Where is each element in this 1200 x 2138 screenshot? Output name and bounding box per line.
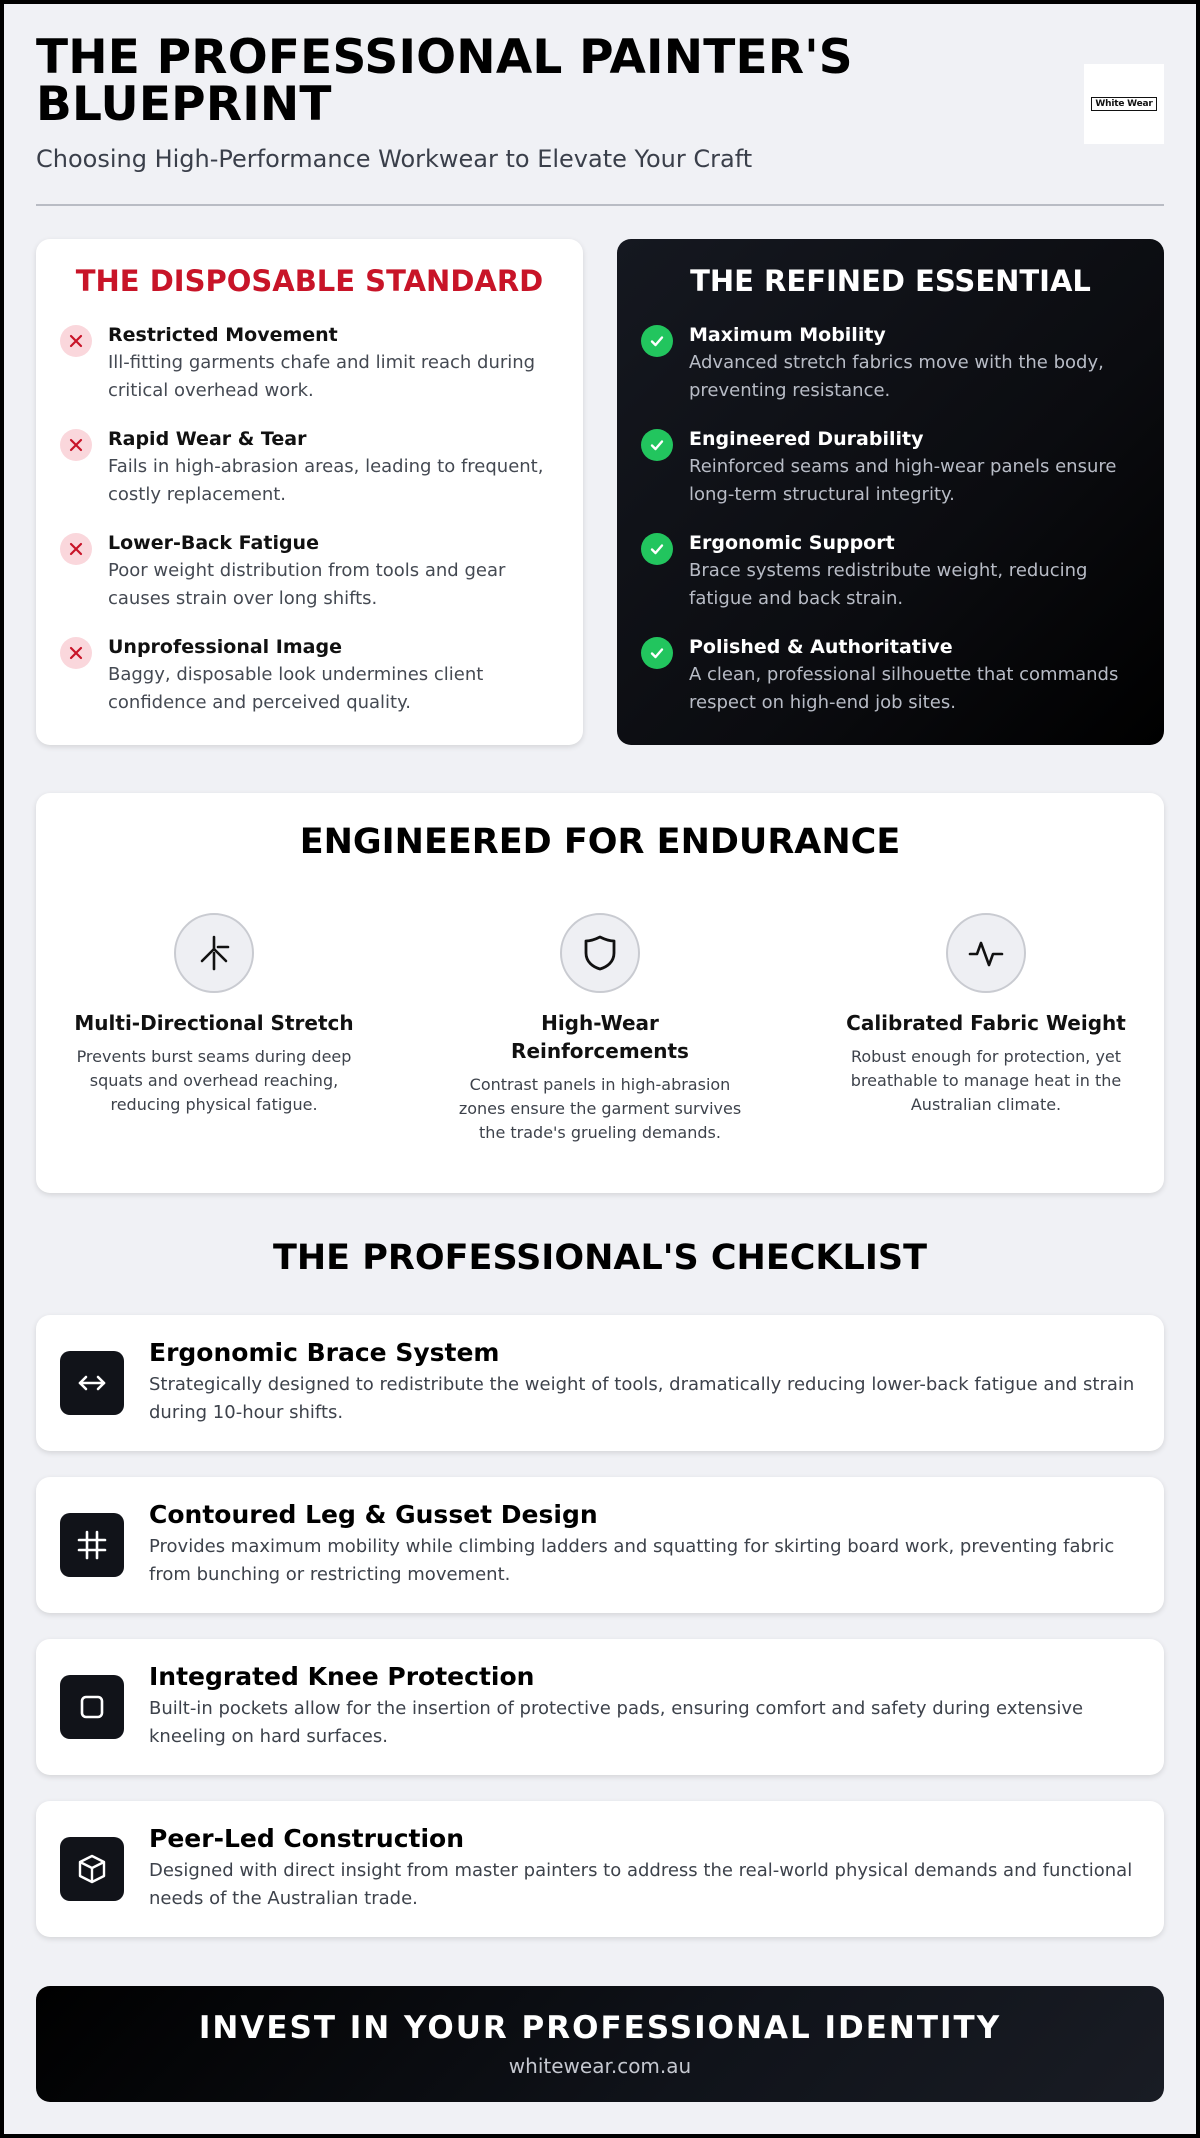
footer-cta bbox=[36, 1986, 1164, 2102]
header-divider bbox=[36, 204, 1164, 206]
feature-title: High-Wear Reinforcements bbox=[511, 1011, 689, 1063]
checklist-item-desc: Built-in pockets allow for the insertion of protective pads, ensuring comfort and safety during extensive kneeling on hard surfaces. bbox=[149, 1698, 1084, 1747]
header bbox=[36, 30, 1164, 204]
page-subtitle: Choosing High-Performance Workwear to Elevate Your Craft bbox=[36, 145, 753, 173]
comparison-item-title: Restricted Movement bbox=[108, 324, 338, 346]
checklist-item-title: Contoured Leg & Gusset Design bbox=[149, 1500, 598, 1529]
comparison-item-title: Ergonomic Support bbox=[689, 532, 895, 554]
x-icon bbox=[60, 429, 92, 461]
box-icon bbox=[60, 1837, 124, 1901]
section-title: ENGINEERED FOR ENDURANCE bbox=[299, 822, 901, 862]
x-icon bbox=[60, 637, 92, 669]
comparison-item-desc: Reinforced seams and high-wear panels ensure long-term structural integrity. bbox=[689, 456, 1117, 505]
comparison-section bbox=[36, 239, 1164, 745]
endurance-section bbox=[36, 793, 1164, 1193]
comparison-item-desc: A clean, professional silhouette that commands respect on high-end job sites. bbox=[689, 664, 1119, 713]
x-icon bbox=[60, 325, 92, 357]
comparison-item-title: Engineered Durability bbox=[689, 428, 924, 450]
checklist-item-desc: Designed with direct insight from master painters to address the real-world physical demands and functional needs of the Australian trade. bbox=[149, 1860, 1133, 1909]
feature-stretch bbox=[64, 913, 364, 1117]
check-icon bbox=[641, 637, 673, 669]
logo-text: White Wear bbox=[1091, 97, 1156, 111]
comparison-item-title: Polished & Authoritative bbox=[689, 636, 953, 658]
card-title: THE REFINED ESSENTIAL bbox=[690, 264, 1091, 298]
comparison-item-desc: Brace systems redistribute weight, reducing fatigue and back strain. bbox=[689, 560, 1088, 609]
activity-icon bbox=[946, 913, 1026, 993]
comparison-item-title: Rapid Wear & Tear bbox=[108, 428, 307, 450]
checklist-item bbox=[36, 1477, 1164, 1613]
checklist-item-desc: Provides maximum mobility while climbing ladders and squatting for skirting board work, preventing fabric from bunching or restricting movement. bbox=[149, 1536, 1115, 1585]
feature-reinforcements bbox=[450, 913, 750, 1145]
comparison-item bbox=[60, 427, 559, 531]
feature-desc: Contrast panels in high-abrasion zones ensure the garment survives the trade's grueling demands. bbox=[458, 1075, 742, 1142]
comparison-item bbox=[641, 427, 1140, 531]
hash-icon bbox=[60, 1513, 124, 1577]
checklist-item-title: Integrated Knee Protection bbox=[149, 1662, 535, 1691]
brand-logo[interactable] bbox=[1084, 64, 1164, 144]
checklist-item bbox=[36, 1639, 1164, 1775]
shield-icon bbox=[560, 913, 640, 993]
comparison-item-desc: Advanced stretch fabrics move with the body, preventing resistance. bbox=[689, 352, 1104, 401]
check-icon bbox=[641, 533, 673, 565]
checklist-item bbox=[36, 1315, 1164, 1451]
website-link[interactable]: whitewear.com.au bbox=[508, 2054, 692, 2078]
comparison-item-title: Maximum Mobility bbox=[689, 324, 886, 346]
comparison-item bbox=[641, 531, 1140, 635]
check-icon bbox=[641, 325, 673, 357]
comparison-item bbox=[60, 323, 559, 427]
x-icon bbox=[60, 533, 92, 565]
comparison-item bbox=[641, 323, 1140, 427]
comparison-item bbox=[60, 635, 559, 739]
comparison-item-desc: Baggy, disposable look undermines client confidence and perceived quality. bbox=[108, 664, 484, 713]
check-icon bbox=[641, 429, 673, 461]
feature-desc: Prevents burst seams during deep squats and overhead reaching, reducing physical fatigue. bbox=[76, 1047, 352, 1114]
stretch-icon bbox=[174, 913, 254, 993]
square-icon bbox=[60, 1675, 124, 1739]
checklist-item-desc: Strategically designed to redistribute the weight of tools, dramatically reducing lower-back fatigue and strain during 10-hour shifts. bbox=[149, 1374, 1135, 1423]
footer-title: INVEST IN YOUR PROFESSIONAL IDENTITY bbox=[198, 2010, 1002, 2046]
feature-title: Multi-Directional Stretch bbox=[74, 1011, 354, 1035]
refined-essential-card bbox=[617, 239, 1164, 745]
feature-fabric-weight bbox=[836, 913, 1136, 1117]
arrows-horizontal-icon bbox=[60, 1351, 124, 1415]
feature-desc: Robust enough for protection, yet breathable to manage heat in the Australian climate. bbox=[850, 1047, 1122, 1114]
checklist-item-title: Ergonomic Brace System bbox=[149, 1338, 500, 1367]
checklist-item bbox=[36, 1801, 1164, 1937]
comparison-item bbox=[60, 531, 559, 635]
checklist-item-title: Peer-Led Construction bbox=[149, 1824, 465, 1853]
page-title: THE PROFESSIONAL PAINTER'S BLUEPRINT bbox=[36, 30, 853, 132]
comparison-item-desc: Ill-fitting garments chafe and limit reach during critical overhead work. bbox=[108, 352, 536, 401]
section-title: THE PROFESSIONAL'S CHECKLIST bbox=[273, 1238, 927, 1278]
disposable-standard-card bbox=[36, 239, 583, 745]
card-title: THE DISPOSABLE STANDARD bbox=[75, 264, 544, 298]
comparison-item-title: Lower-Back Fatigue bbox=[108, 532, 319, 554]
comparison-item-title: Unprofessional Image bbox=[108, 636, 342, 658]
comparison-item bbox=[641, 635, 1140, 739]
comparison-item-desc: Poor weight distribution from tools and gear causes strain over long shifts. bbox=[108, 560, 506, 609]
feature-title: Calibrated Fabric Weight bbox=[846, 1011, 1126, 1035]
comparison-item-desc: Fails in high-abrasion areas, leading to frequent, costly replacement. bbox=[108, 456, 544, 505]
